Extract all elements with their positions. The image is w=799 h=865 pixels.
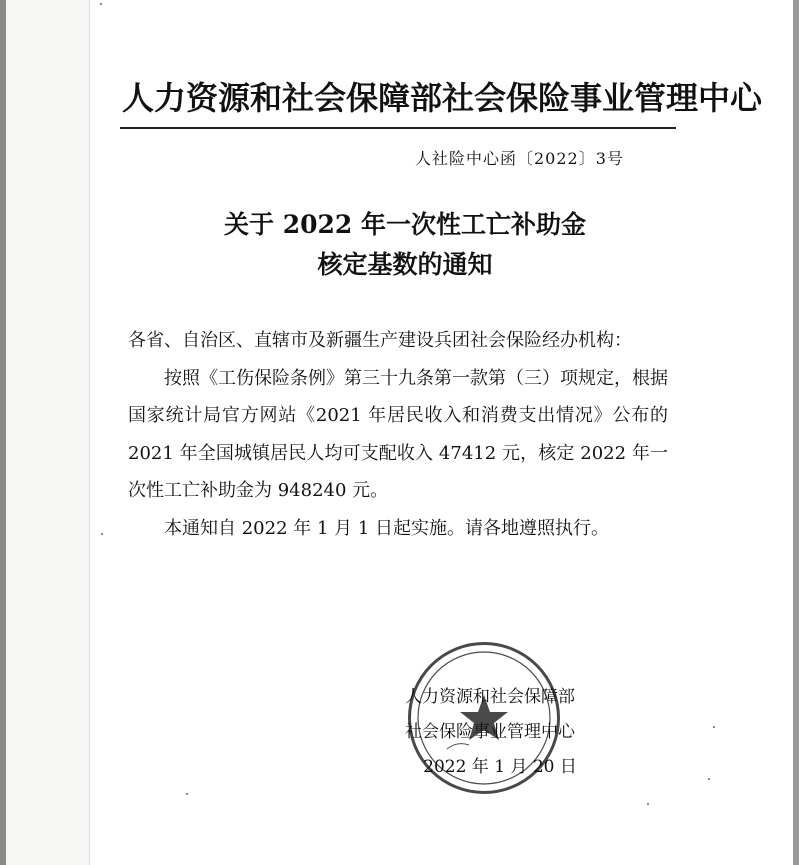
scan-speck: [713, 726, 715, 728]
document-title: [180, 205, 630, 285]
signature-date: 2022 年 1 月 20 日: [423, 757, 577, 777]
header-divider: [120, 127, 676, 129]
scan-speck: [708, 778, 710, 780]
signature-line-2: 社会保险事业管理中心: [405, 722, 575, 742]
document-number: 人社险中心函〔2022〕3号: [415, 149, 624, 168]
title-line-2: 核定基数的通知: [317, 250, 493, 279]
scan-speck: [647, 803, 649, 805]
signature-line-1: 人力资源和社会保障部: [405, 687, 575, 707]
scan-speck: [101, 533, 103, 535]
scan-speck: [100, 3, 102, 5]
issuing-organization-header: 人力资源和社会保障部社会保险事业管理中心: [122, 79, 763, 117]
body-paragraph-2: 本通知自 2022 年 1 月 1 日起实施。请各地遵照执行。: [164, 517, 610, 539]
body-paragraph-1: 按照《工伤保险条例》第三十九条第一款第（三）项规定，根据国家统计局官方网站《2021 年居民收入和消费支出情况》公布的 2021 年全国城镇居民人均可支配收入 47412 元，核定 2022 年一次性工亡补助金为 948240 元。: [128, 367, 668, 501]
scan-left-edge: [0, 0, 6, 865]
addressee: 各省、自治区、直辖市及新疆生产建设兵团社会保险经办机构：: [128, 330, 632, 351]
scan-left-margin: [0, 0, 89, 865]
scan-speck: [186, 793, 188, 795]
document-body: [128, 322, 668, 547]
title-line-1: 关于 2022 年一次性工亡补助金: [224, 210, 586, 239]
scan-right-edge: [793, 0, 799, 865]
signature-block: [380, 680, 600, 785]
